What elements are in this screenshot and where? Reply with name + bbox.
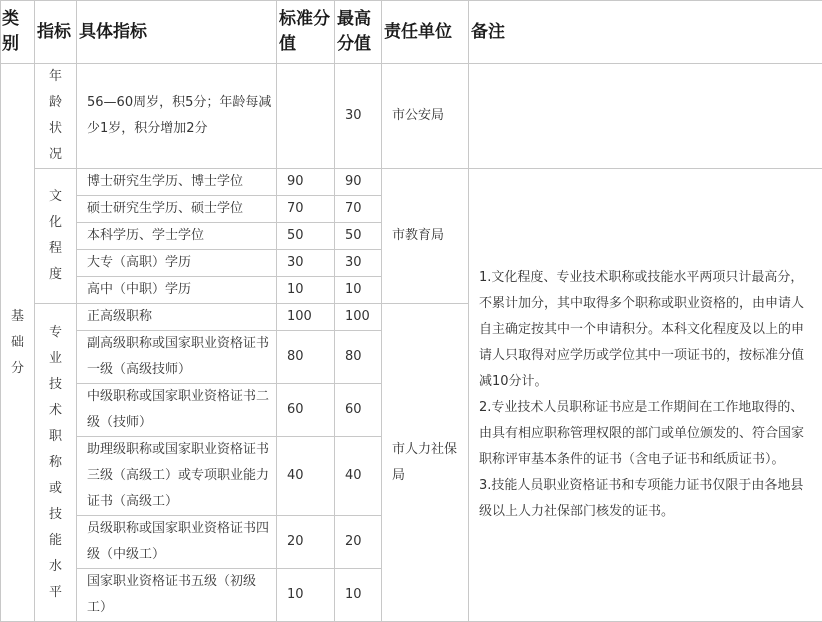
detail-cell: 助理级职称或国家职业资格证书三级（高级工）或专项职业能力证书（高级工） [77, 437, 277, 516]
max-score-cell: 30 [335, 250, 382, 277]
remark-paragraph-1: 1.文化程度、专业技术职称或技能水平两项只计最高分，不累计加分，其中取得多个职称或职业资格的，由申请人自主确定按其中一个申请积分。本科文化程度及以上的申请人只取得对应学历或学位其中一项证书的，按标准分值减10分计。 [479, 265, 814, 395]
header-unit: 责任单位 [382, 1, 469, 64]
header-standard-score: 标准分值 [277, 1, 335, 64]
standard-score-cell: 10 [277, 569, 335, 622]
max-score-cell: 40 [335, 437, 382, 516]
detail-cell: 中级职称或国家职业资格证书二级（技师） [77, 384, 277, 437]
max-score-cell: 90 [335, 169, 382, 196]
unit-cell: 市人力社保局 [382, 304, 469, 622]
detail-cell: 博士研究生学历、博士学位 [77, 169, 277, 196]
header-category: 类别 [1, 1, 35, 64]
header-row [1, 1, 822, 64]
detail-cell: 高中（中职）学历 [77, 277, 277, 304]
max-score-cell: 20 [335, 516, 382, 569]
standard-score-cell: 60 [277, 384, 335, 437]
detail-cell: 硕士研究生学历、硕士学位 [77, 196, 277, 223]
max-score-cell: 100 [335, 304, 382, 331]
detail-cell: 国家职业资格证书五级（初级工） [77, 569, 277, 622]
table-row [1, 64, 822, 169]
unit-cell: 市教育局 [382, 169, 469, 304]
indicator-age: 年龄状况 [35, 64, 77, 169]
indicator-education: 文化程度 [35, 169, 77, 304]
max-score-cell: 10 [335, 569, 382, 622]
standard-score-cell [277, 64, 335, 169]
max-score-cell: 50 [335, 223, 382, 250]
indicator-skill: 专业技术职称或技能水平 [35, 304, 77, 622]
standard-score-cell: 70 [277, 196, 335, 223]
remark-paragraph-3: 3.技能人员职业资格证书和专项能力证书仅限于由各地县级以上人力社保部门核发的证书。 [479, 473, 814, 525]
remark-empty-cell [469, 64, 822, 169]
standard-score-cell: 40 [277, 437, 335, 516]
detail-cell: 员级职称或国家职业资格证书四级（中级工） [77, 516, 277, 569]
header-remark: 备注 [469, 1, 822, 64]
max-score-cell: 30 [335, 64, 382, 169]
max-score-cell: 10 [335, 277, 382, 304]
detail-cell: 副高级职称或国家职业资格证书一级（高级技师） [77, 331, 277, 384]
standard-score-cell: 100 [277, 304, 335, 331]
detail-cell: 正高级职称 [77, 304, 277, 331]
remark-cell [469, 169, 822, 622]
header-indicator: 指标 [35, 1, 77, 64]
standard-score-cell: 90 [277, 169, 335, 196]
max-score-cell: 70 [335, 196, 382, 223]
standard-score-cell: 20 [277, 516, 335, 569]
standard-score-cell: 80 [277, 331, 335, 384]
unit-cell: 市公安局 [382, 64, 469, 169]
max-score-cell: 60 [335, 384, 382, 437]
detail-cell: 本科学历、学士学位 [77, 223, 277, 250]
header-max-score: 最高分值 [335, 1, 382, 64]
detail-cell: 大专（高职）学历 [77, 250, 277, 277]
detail-cell: 56—60周岁，积5分；年龄每减少1岁，积分增加2分 [77, 64, 277, 169]
max-score-cell: 80 [335, 331, 382, 384]
remark-paragraph-2: 2.专业技术人员职称证书应是工作期间在工作地取得的、由具有相应职称管理权限的部门或单位颁发的、符合国家职称评审基本条件的证书（含电子证书和纸质证书）。 [479, 395, 814, 473]
standard-score-cell: 30 [277, 250, 335, 277]
standard-score-cell: 50 [277, 223, 335, 250]
category-text: 基础分 [11, 304, 24, 382]
standard-score-cell: 10 [277, 277, 335, 304]
header-detail: 具体指标 [77, 1, 277, 64]
category-cell [1, 64, 35, 622]
table-row [1, 169, 822, 196]
